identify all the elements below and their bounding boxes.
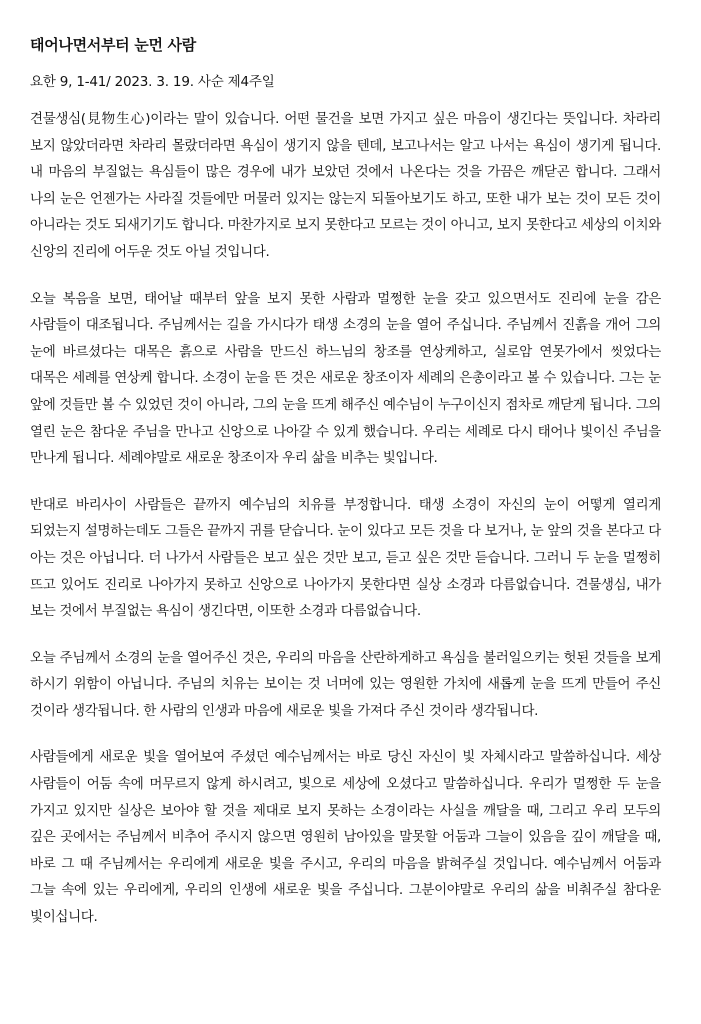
- paragraph-2: 오늘 복음을 보면, 태어날 때부터 앞을 보지 못한 사람과 멀쩡한 눈을 갖고 있으면서도 진리에 눈을 감은 사람들이 대조됩니다. 주님께서는 길을 가시다가 태생 소경의 눈을 열어 주십니다. 주님께서 진흙을 개어 그의 눈에 바르셨다는 대목은 흙으로 사람을 만드신 하느님의 창조를 연상케하고, 실로암 연못가에서 씻었다는 대목은 세례를 연상케 합니다. 소경이 눈을 뜬 것은 새로운 창조이자 세례의 은총이라고 볼 수 있습니다. 그는 눈 앞에 것들만 볼 수 있었던 것이 아니라, 그의 눈을 뜨게 해주신 예수님이 누구이신지 점차로 깨닫게 됩니다. 그의 열린 눈은 참다운 주님을 만나고 신앙으로 나아갈 수 있게 했습니다. 우리는 세례로 다시 태어나 빛이신 주님을 만나게 됩니다. 세례야말로 새로운 창조이자 우리 삶을 비추는 빛입니다.: [30, 290, 661, 467]
- document-title: 태어나면서부터 눈먼 사람: [30, 36, 196, 54]
- document-body: [30, 106, 661, 931]
- scripture-reference-date: 요한 9, 1-41/ 2023. 3. 19. 사순 제4주일: [30, 74, 275, 90]
- paragraph-3: 반대로 바리사이 사람들은 끝까지 예수님의 치유를 부정합니다. 태생 소경이 자신의 눈이 어떻게 열리게 되었는지 설명하는데도 그들은 끝까지 귀를 닫습니다. 눈이 있다고 모든 것을 다 보거나, 눈 앞의 것을 본다고 다 아는 것은 아닙니다. 더 나가서 사람들은 보고 싶은 것만 보고, 듣고 싶은 것만 듣습니다. 그러니 두 눈을 멀쩡히 뜨고 있어도 진리로 나아가지 못하고 신앙으로 나아가지 못한다면 실상 소경과 다름없습니다. 견물생심, 내가 보는 것에서 부질없는 욕심이 생긴다면, 이또한 소경과 다름없습니다.: [30, 496, 661, 620]
- paragraph-4: 오늘 주님께서 소경의 눈을 열어주신 것은, 우리의 마음을 산란하게하고 욕심을 불러일으키는 헛된 것들을 보게 하시기 위함이 아닙니다. 주님의 치유는 보이는 것 너머에 있는 영원한 가치에 새롭게 눈을 뜨게 만들어 주신 것이라 생각됩니다. 한 사람의 인생과 마음에 새로운 빛을 가져다 주신 것이라 생각됩니다.: [30, 649, 661, 719]
- paragraph-5: 사람들에게 새로운 빛을 열어보여 주셨던 예수님께서는 바로 당신 자신이 빛 자체시라고 말씀하십니다. 세상 사람들이 어둠 속에 머무르지 않게 하시려고, 빛으로 세상에 오셨다고 말씀하십니다. 우리가 멀쩡한 두 눈을 가지고 있지만 실상은 보아야 할 것을 제대로 보지 못하는 소경이라는 사실을 깨달을 때, 그리고 우리 모두의 깊은 곳에서는 주님께서 비추어 주시지 않으면 영원히 남아있을 말못할 어둠과 그늘이 있음을 깊이 깨달을 때, 바로 그 때 주님께서는 우리에게 새로운 빛을 주시고, 우리의 마음을 밝혀주실 것입니다. 예수님께서 어둠과 그늘 속에 있는 우리에게, 우리의 인생에 새로운 빛을 주십니다. 그분이야말로 우리의 삶을 비춰주실 참다운 빛이십니다.: [30, 749, 661, 926]
- paragraph-1: 견물생심(見物生心)이라는 말이 있습니다. 어떤 물건을 보면 가지고 싶은 마음이 생긴다는 뜻입니다. 차라리 보지 않았더라면 차라리 몰랐더라면 욕심이 생기지 않을 텐데, 보고나서는 알고 나서는 욕심이 생기게 됩니다. 내 마음의 부질없는 욕심들이 많은 경우에 내가 보았던 것에서 나온다는 것을 가끔은 깨닫곤 합니다. 그래서 나의 눈은 언젠가는 사라질 것들에만 머물러 있지는 않는지 되돌아보기도 하고, 또한 내가 보는 것이 모든 것이 아니라는 것도 되새기기도 합니다. 마찬가지로 보지 못한다고 모르는 것이 아니고, 보지 못한다고 세상의 이치와 신앙의 진리에 어두운 것도 아닐 것입니다.: [30, 111, 661, 260]
